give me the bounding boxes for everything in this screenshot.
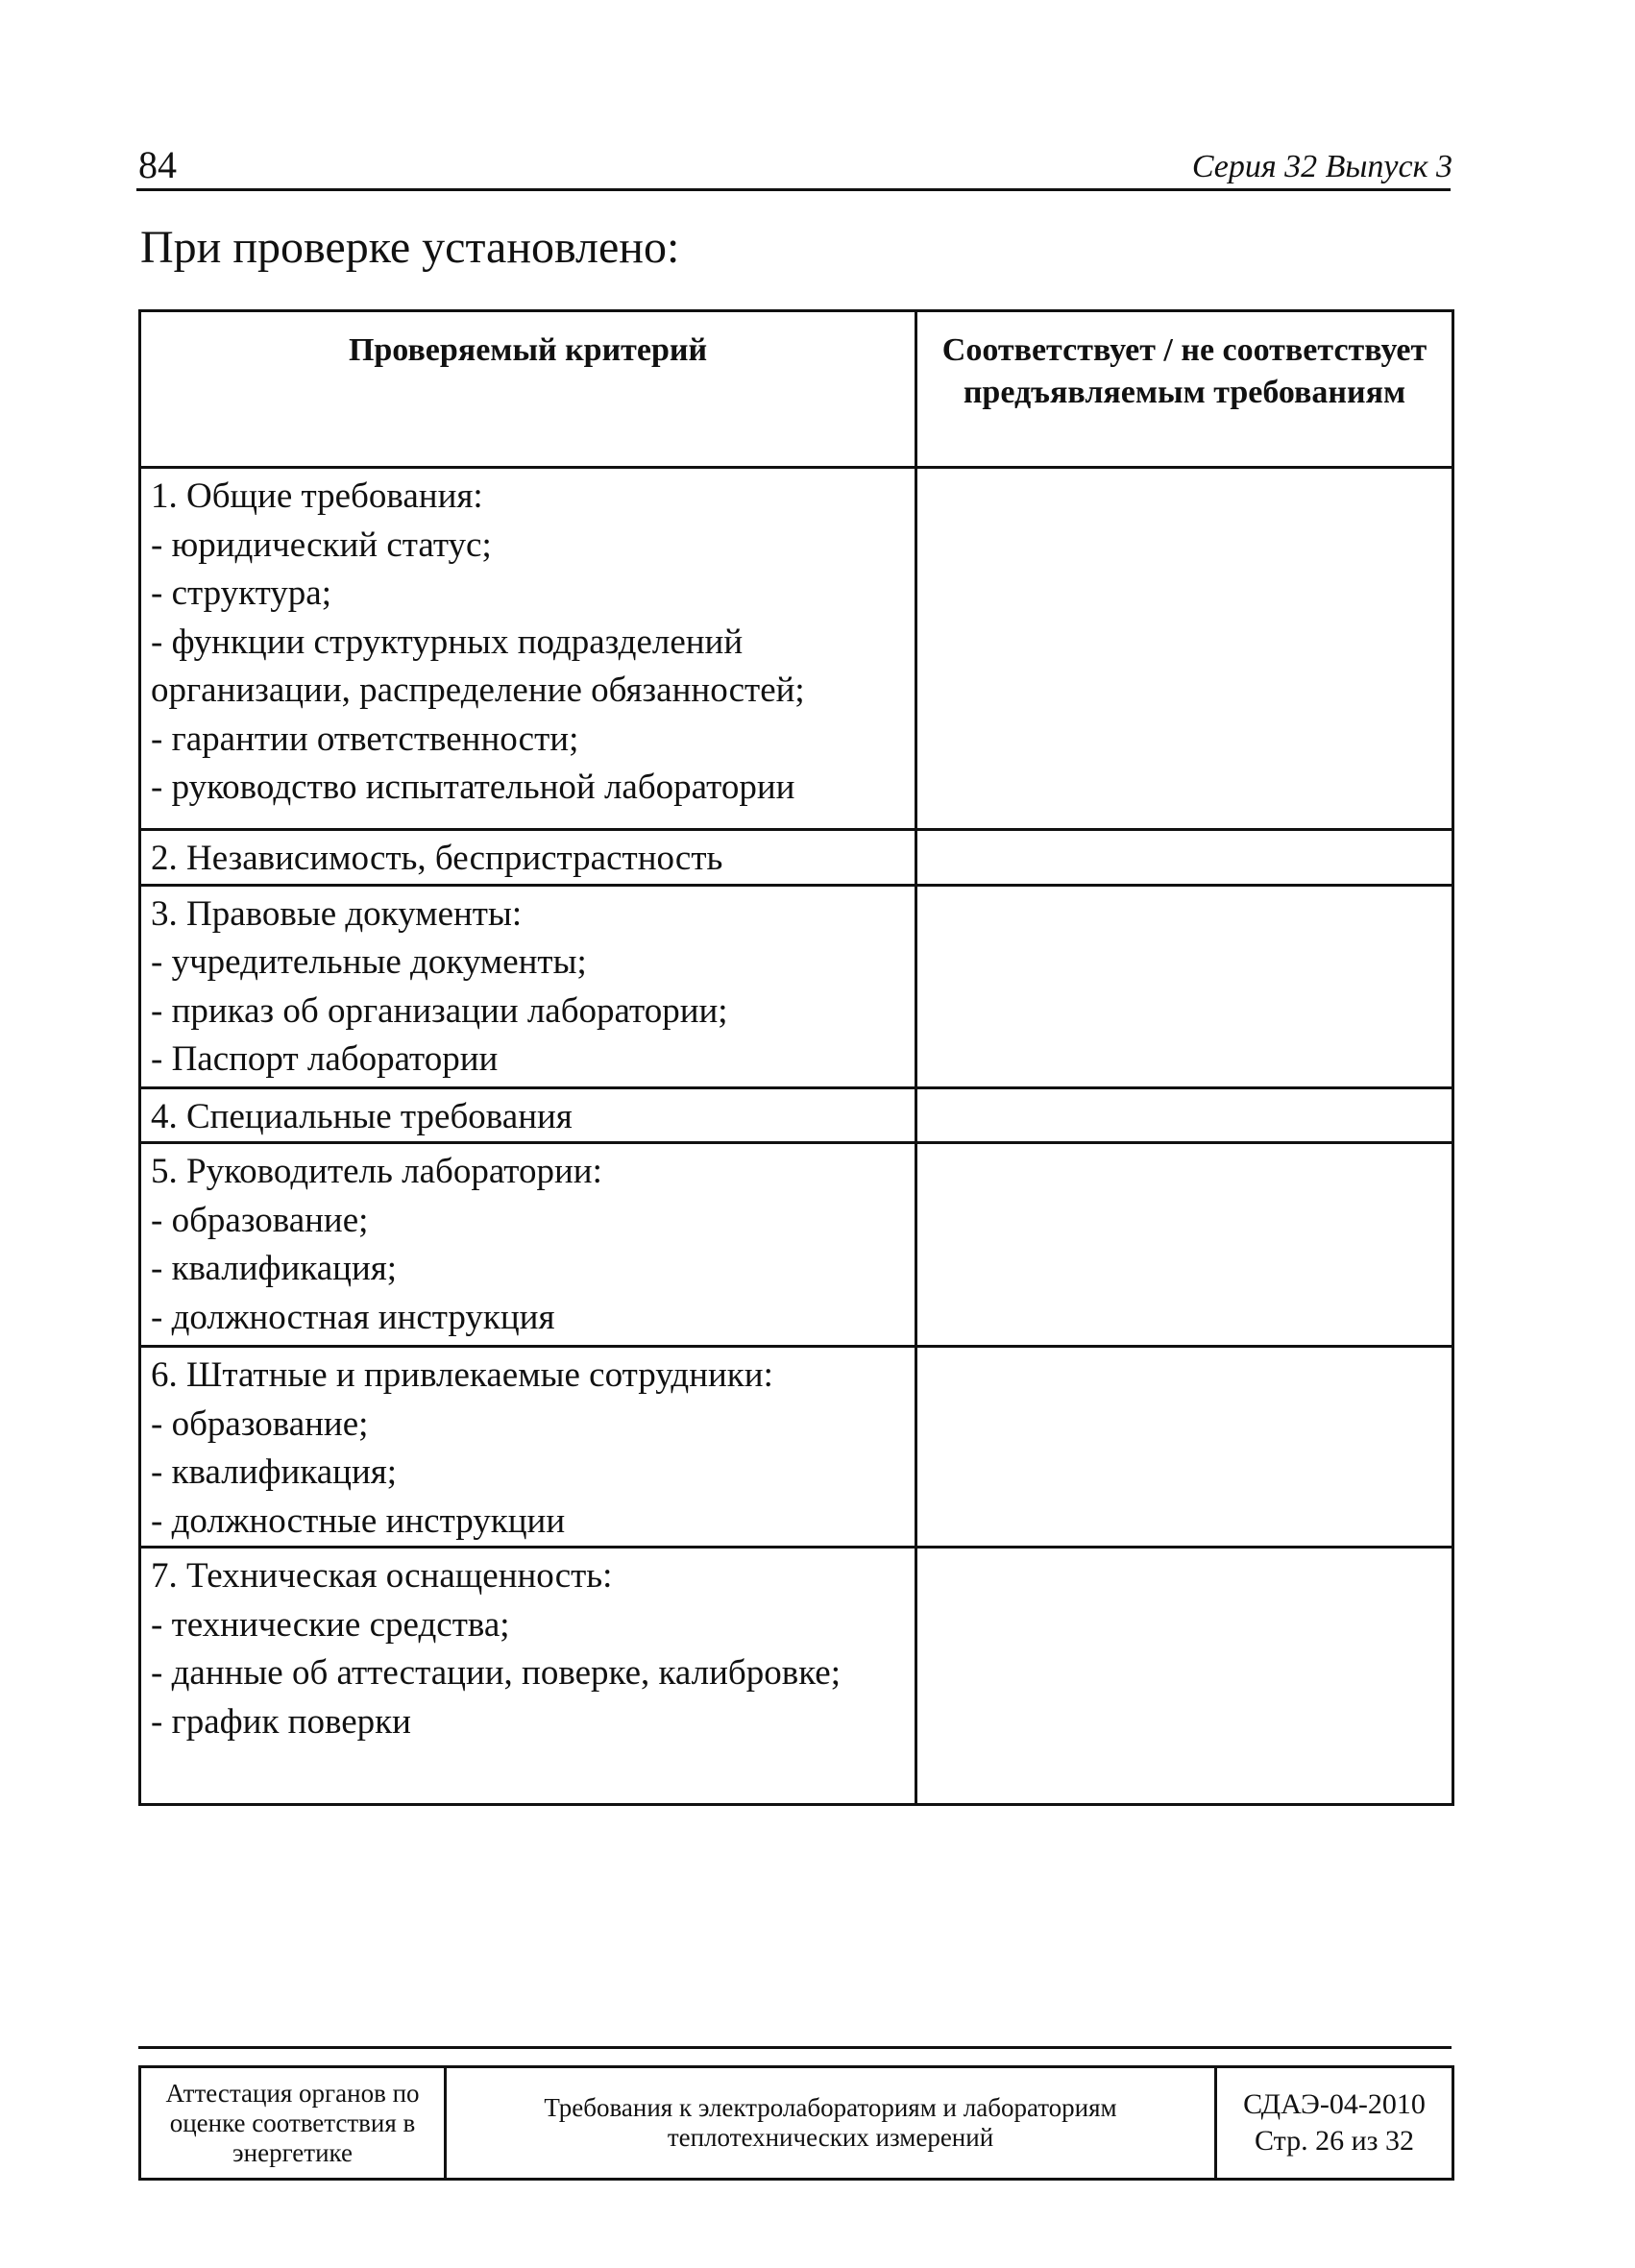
footer-organization: Аттестация органов по оценке соответствия в энергетике — [140, 2067, 446, 2180]
footer-divider — [138, 2046, 1452, 2049]
criterion-line: - функции структурных подразделений организации, распределение обязанностей; — [151, 622, 805, 710]
table-row — [140, 1347, 1453, 1548]
compliance-cell[interactable] — [916, 830, 1453, 886]
header-compliance: Соответствует / не соответствует предъявляемым требованиям — [916, 311, 1453, 468]
footer-document-title: Требования к электролабораториям и лабораториям теплотехнических измерений — [446, 2067, 1216, 2180]
compliance-cell[interactable] — [916, 1347, 1453, 1548]
compliance-cell[interactable] — [916, 468, 1453, 830]
criterion-line: 5. Руководитель лаборатории: — [151, 1152, 602, 1191]
criterion-cell — [140, 830, 916, 886]
criterion-line: 7. Техническая оснащенность: — [151, 1556, 613, 1596]
footer-document-code — [1216, 2067, 1453, 2180]
criterion-line: - технические средства; — [151, 1604, 510, 1645]
criterion-line: - юридический статус; — [151, 524, 492, 565]
compliance-cell[interactable] — [916, 1143, 1453, 1347]
criterion-line: 2. Независимость, беспристрастность — [151, 839, 723, 878]
criterion-line: - учредительные документы; — [151, 942, 587, 982]
footer-table — [138, 2065, 1454, 2181]
table-row — [140, 1143, 1453, 1347]
criterion-line: - руководство испытательной лаборатории — [151, 768, 795, 807]
compliance-cell[interactable] — [916, 885, 1453, 1087]
page-title: При проверке установлено: — [140, 222, 680, 273]
table-row — [140, 1548, 1453, 1805]
criterion-cell — [140, 1548, 916, 1805]
criteria-table — [138, 309, 1454, 1806]
table-row — [140, 830, 1453, 886]
criterion-line: - график поверки — [151, 1701, 411, 1742]
page-counter: Стр. 26 из 32 — [1255, 2125, 1414, 2157]
criterion-line: - квалификация; — [151, 1249, 398, 1288]
criterion-cell — [140, 885, 916, 1087]
header-divider — [136, 188, 1451, 191]
criterion-line: - Паспорт лаборатории — [151, 1039, 499, 1079]
criterion-line: - должностная инструкция — [151, 1297, 555, 1337]
criterion-line: 6. Штатные и привлекаемые сотрудники: — [151, 1355, 773, 1395]
criterion-line: - образование; — [151, 1200, 369, 1240]
criterion-line: 3. Правовые документы: — [151, 893, 523, 934]
compliance-cell[interactable] — [916, 1548, 1453, 1805]
criterion-line: 1. Общие требования: — [151, 476, 483, 516]
table-row — [140, 885, 1453, 1087]
criterion-line: - должностные инструкции — [151, 1500, 566, 1541]
page-number: 84 — [138, 143, 177, 186]
series-label: Серия 32 Выпуск 3 — [1191, 149, 1452, 184]
compliance-cell[interactable] — [916, 1087, 1453, 1143]
document-code: СДАЭ-04-2010 — [1243, 2088, 1426, 2120]
criterion-cell — [140, 1143, 916, 1347]
criterion-cell — [140, 1087, 916, 1143]
table-row — [140, 468, 1453, 830]
criterion-line: - гарантии ответственности; — [151, 719, 579, 759]
criterion-cell — [140, 468, 916, 830]
criterion-line: - квалификация; — [151, 1452, 398, 1492]
criterion-line: - образование; — [151, 1403, 369, 1444]
table-row — [140, 1087, 1453, 1143]
criterion-line: - данные об аттестации, поверке, калибровке; — [151, 1653, 841, 1693]
table-header-row — [140, 311, 1453, 468]
criterion-line: - структура; — [151, 573, 331, 613]
criterion-line: 4. Специальные требования — [151, 1096, 573, 1136]
header-criterion: Проверяемый критерий — [140, 311, 916, 468]
criterion-line: - приказ об организации лаборатории; — [151, 990, 728, 1031]
criterion-cell — [140, 1347, 916, 1548]
